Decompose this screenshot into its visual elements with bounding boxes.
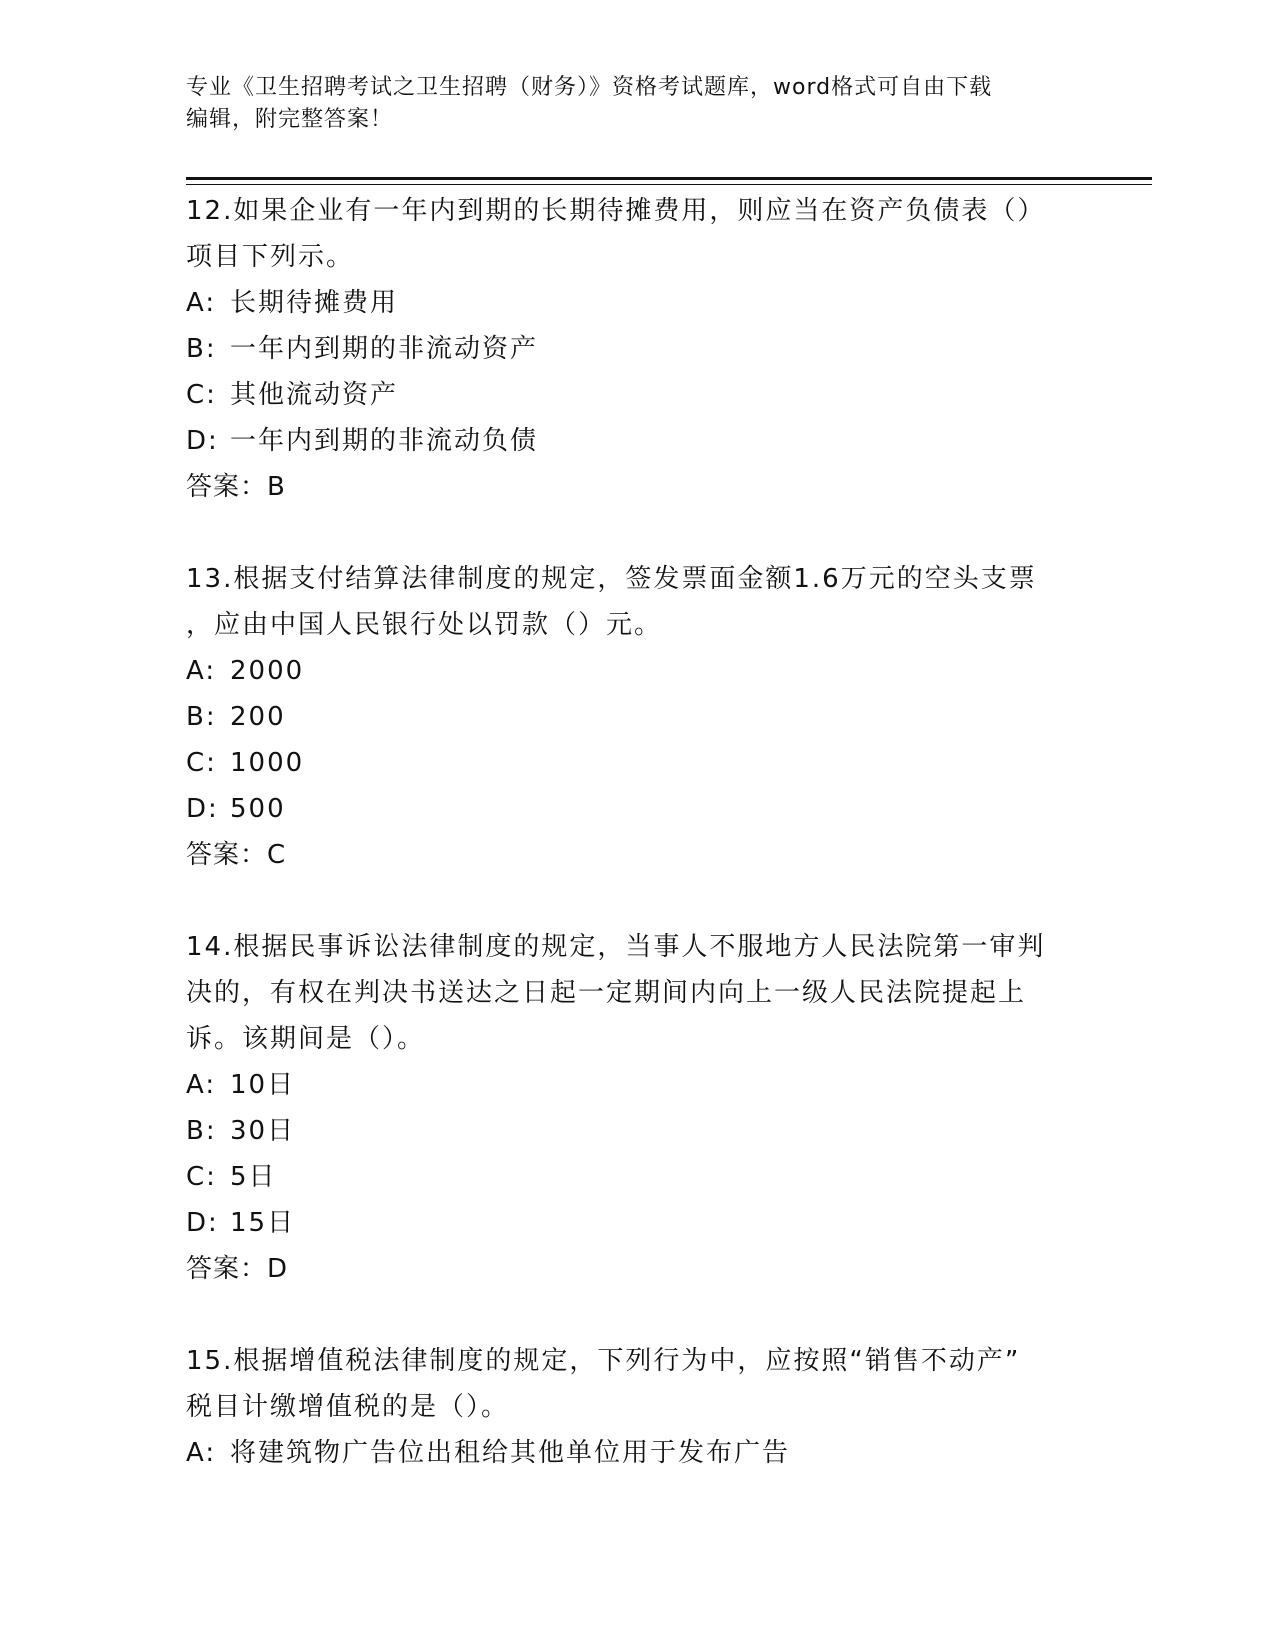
question-14	[186, 924, 1086, 1292]
stem-line: 15.根据增值税法律制度的规定，下列行为中，应按照“销售不动产”	[186, 1346, 1021, 1376]
header-divider-thin	[186, 184, 1152, 185]
option-letter: B:	[186, 702, 217, 732]
option-a	[186, 1430, 1086, 1476]
stem-line: ，应由中国人民银行处以罚款（）元。	[186, 610, 663, 640]
option-c	[186, 1154, 1086, 1200]
option-a	[186, 280, 1086, 326]
stem-line: 14.根据民事诉讼法律制度的规定，当事人不服地方人民法院第一审判	[186, 932, 1046, 962]
option-b	[186, 1108, 1086, 1154]
question-list	[186, 188, 1086, 1522]
option-d	[186, 786, 1086, 832]
stem-line: 决的，有权在判决书送达之日起一定期间内向上一级人民法院提起上	[186, 978, 1027, 1008]
option-letter: D:	[186, 1208, 219, 1238]
option-c	[186, 372, 1086, 418]
question-15	[186, 1338, 1086, 1476]
option-text: 其他流动资产	[230, 380, 399, 410]
option-d	[186, 418, 1086, 464]
option-b	[186, 694, 1086, 740]
option-text: 500	[230, 794, 286, 824]
question-stem	[186, 188, 1086, 280]
answer-line: 答案：B	[186, 472, 286, 502]
option-text: 30日	[230, 1116, 296, 1146]
option-text: 1000	[230, 748, 305, 778]
question-stem	[186, 556, 1086, 648]
option-a	[186, 1062, 1086, 1108]
option-text: 将建筑物广告位出租给其他单位用于发布广告	[230, 1438, 791, 1468]
stem-line: 13.根据支付结算法律制度的规定，签发票面金额1.6万元的空头支票	[186, 564, 1037, 594]
stem-line: 税目计缴增值税的是（）。	[186, 1392, 510, 1422]
option-text: 2000	[230, 656, 305, 686]
option-letter: C:	[186, 748, 217, 778]
stem-line: 诉。该期间是（）。	[186, 1024, 426, 1054]
document-header	[186, 72, 1066, 136]
option-letter: B:	[186, 334, 217, 364]
option-text: 5日	[230, 1162, 277, 1192]
question-13	[186, 556, 1086, 878]
question-stem	[186, 1338, 1086, 1430]
answer-line: 答案：D	[186, 1254, 289, 1284]
option-c	[186, 740, 1086, 786]
option-letter: A:	[186, 656, 217, 686]
option-letter: D:	[186, 426, 219, 456]
header-divider-thick	[186, 177, 1152, 180]
option-b	[186, 326, 1086, 372]
option-text: 10日	[230, 1070, 296, 1100]
option-letter: C:	[186, 380, 217, 410]
option-letter: D:	[186, 794, 219, 824]
header-line-2: 编辑，附完整答案！	[186, 107, 394, 132]
question-stem	[186, 924, 1086, 1062]
option-text: 一年内到期的非流动资产	[230, 334, 539, 364]
option-text: 一年内到期的非流动负债	[230, 426, 539, 456]
answer-line: 答案：C	[186, 840, 287, 870]
option-letter: A:	[186, 288, 217, 318]
option-letter: A:	[186, 1438, 217, 1468]
option-letter: B:	[186, 1116, 217, 1146]
option-text: 长期待摊费用	[230, 288, 399, 318]
header-line-1: 专业《卫生招聘考试之卫生招聘（财务）》资格考试题库，word格式可自由下载	[186, 75, 993, 100]
stem-line: 项目下列示。	[186, 242, 355, 272]
option-letter: C:	[186, 1162, 217, 1192]
option-letter: A:	[186, 1070, 217, 1100]
option-d	[186, 1200, 1086, 1246]
stem-line: 12.如果企业有一年内到期的长期待摊费用，则应当在资产负债表（）	[186, 196, 1046, 226]
option-text: 200	[230, 702, 286, 732]
option-a	[186, 648, 1086, 694]
question-12	[186, 188, 1086, 510]
option-text: 15日	[230, 1208, 296, 1238]
